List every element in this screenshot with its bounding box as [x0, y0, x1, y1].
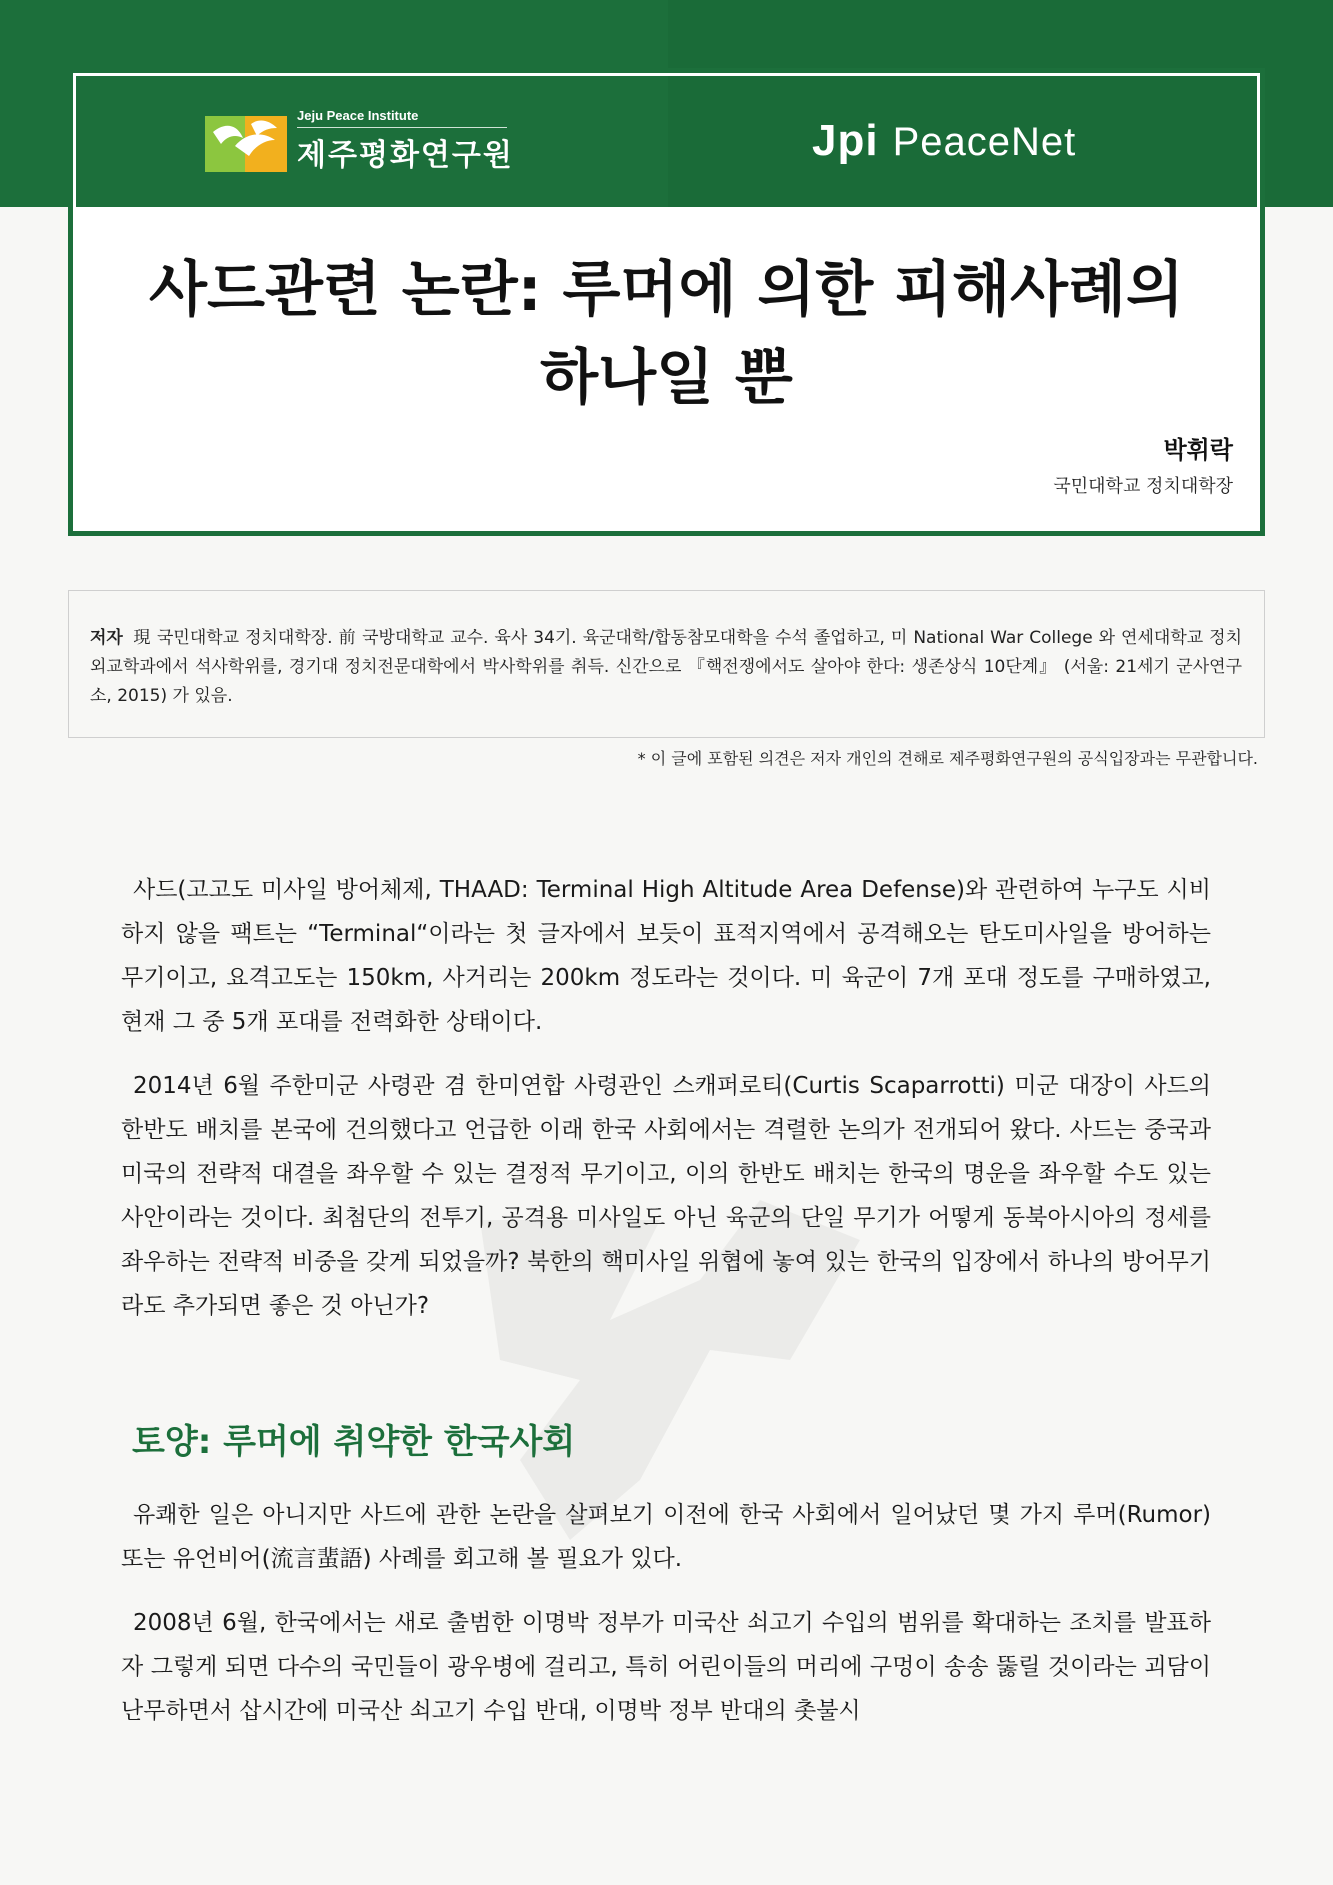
author-bio: [90, 624, 1242, 711]
brand-peacenet: PeaceNet: [892, 120, 1077, 164]
frame-right-line: [1257, 73, 1260, 207]
frame-top-line: [73, 73, 1260, 76]
author-affiliation: 국민대학교 정치대학장: [1053, 476, 1233, 497]
peacenet-logo: [812, 116, 1076, 166]
author-name: 박휘락: [1163, 436, 1233, 464]
page-title: [90, 246, 1243, 422]
title-line-2: 하나일 뿐: [540, 343, 793, 413]
institute-name-en: Jeju Peace Institute: [297, 108, 507, 128]
bio-label: 저자: [90, 628, 123, 648]
paragraph-2: 2014년 6월 주한미군 사령관 겸 한미연합 사령관인 스캐퍼로티(Curtis Scaparrotti) 미군 대장이 사드의 한반도 배치를 본국에 건의했다고 언급한 이래 한국 사회에서는 격렬한 논의가 전개되어 왔다. 사드는 중국과 미국의 전략적 대결을 좌우할 수 있는 결정적 무기이고, 이의 한반도 배치는 한국의 명운을 좌우할 수도 있는 사안이라는 것이다. 최첨단의 전투기, 공격용 미사일도 아닌 육군의 단일 무기가 어떻게 동북아시아의 정세를 좌우하는 전략적 비중을 갖게 되었을까? 북한의 핵미사일 위협에 놓여 있는 한국의 입장에서 하나의 방어무기라도 추가되면 좋은 것 아닌가?: [121, 1073, 1211, 1319]
institute-name-ko: 제주평화연구원: [297, 138, 514, 173]
section-heading: 토양: 루머에 취약한 한국사회: [132, 1422, 576, 1462]
paragraph-1: 사드(고고도 미사일 방어체제, THAAD: Terminal High Altitude Area Defense)와 관련하여 누구도 시비하지 않을 팩트는 “Terminal“이라는 첫 글자에서 보듯이 표적지역에서 공격해오는 탄도미사일을 방어하는 무기이고, 요격고도는 150km, 사거리는 200km 정도라는 것이다. 미 육군이 7개 포대 정도를 구매하였고, 현재 그 중 5개 포대를 전력화한 상태이다.: [121, 877, 1211, 1035]
paragraph-3: 유쾌한 일은 아니지만 사드에 관한 논란을 살펴보기 이전에 한국 사회에서 일어났던 몇 가지 루머(Rumor) 또는 유언비어(流言蜚語) 사례를 회고해 볼 필요가 있다.: [121, 1502, 1211, 1572]
title-line-1: 사드관련 논란: 루머에 의한 피해사례의: [149, 255, 1184, 325]
dove-logo-icon: [205, 110, 287, 172]
frame-left-line: [73, 73, 76, 207]
brand-jpi: Jpi: [812, 116, 879, 165]
bio-text: 現 국민대학교 정치대학장. 前 국방대학교 교수. 육사 34기. 육군대학/합동참모대학을 수석 졸업하고, 미 National War College 와 연세대학교 정치외교학과에서 석사학위를, 경기대 정치전문대학에서 박사학위를 취득. 신간으로 『핵전쟁에서도 살아야 한다: 생존상식 10단계』 (서울: 21세기 군사연구소, 2015) 가 있음.: [90, 628, 1242, 706]
jeju-peace-institute-logo: [205, 108, 514, 174]
paragraph-4: 2008년 6월, 한국에서는 새로 출범한 이명박 정부가 미국산 쇠고기 수입의 범위를 확대하는 조치를 발표하자 그렇게 되면 다수의 국민들이 광우병에 걸리고, 특히 어린이들의 머리에 구멍이 송송 뚫릴 것이라는 괴담이 난무하면서 삽시간에 미국산 쇠고기 수입 반대, 이명박 정부 반대의 촛불시: [121, 1610, 1211, 1724]
disclaimer: * 이 글에 포함된 의견은 저자 개인의 견해로 제주평화연구원의 공식입장과는 무관합니다.: [637, 749, 1258, 768]
